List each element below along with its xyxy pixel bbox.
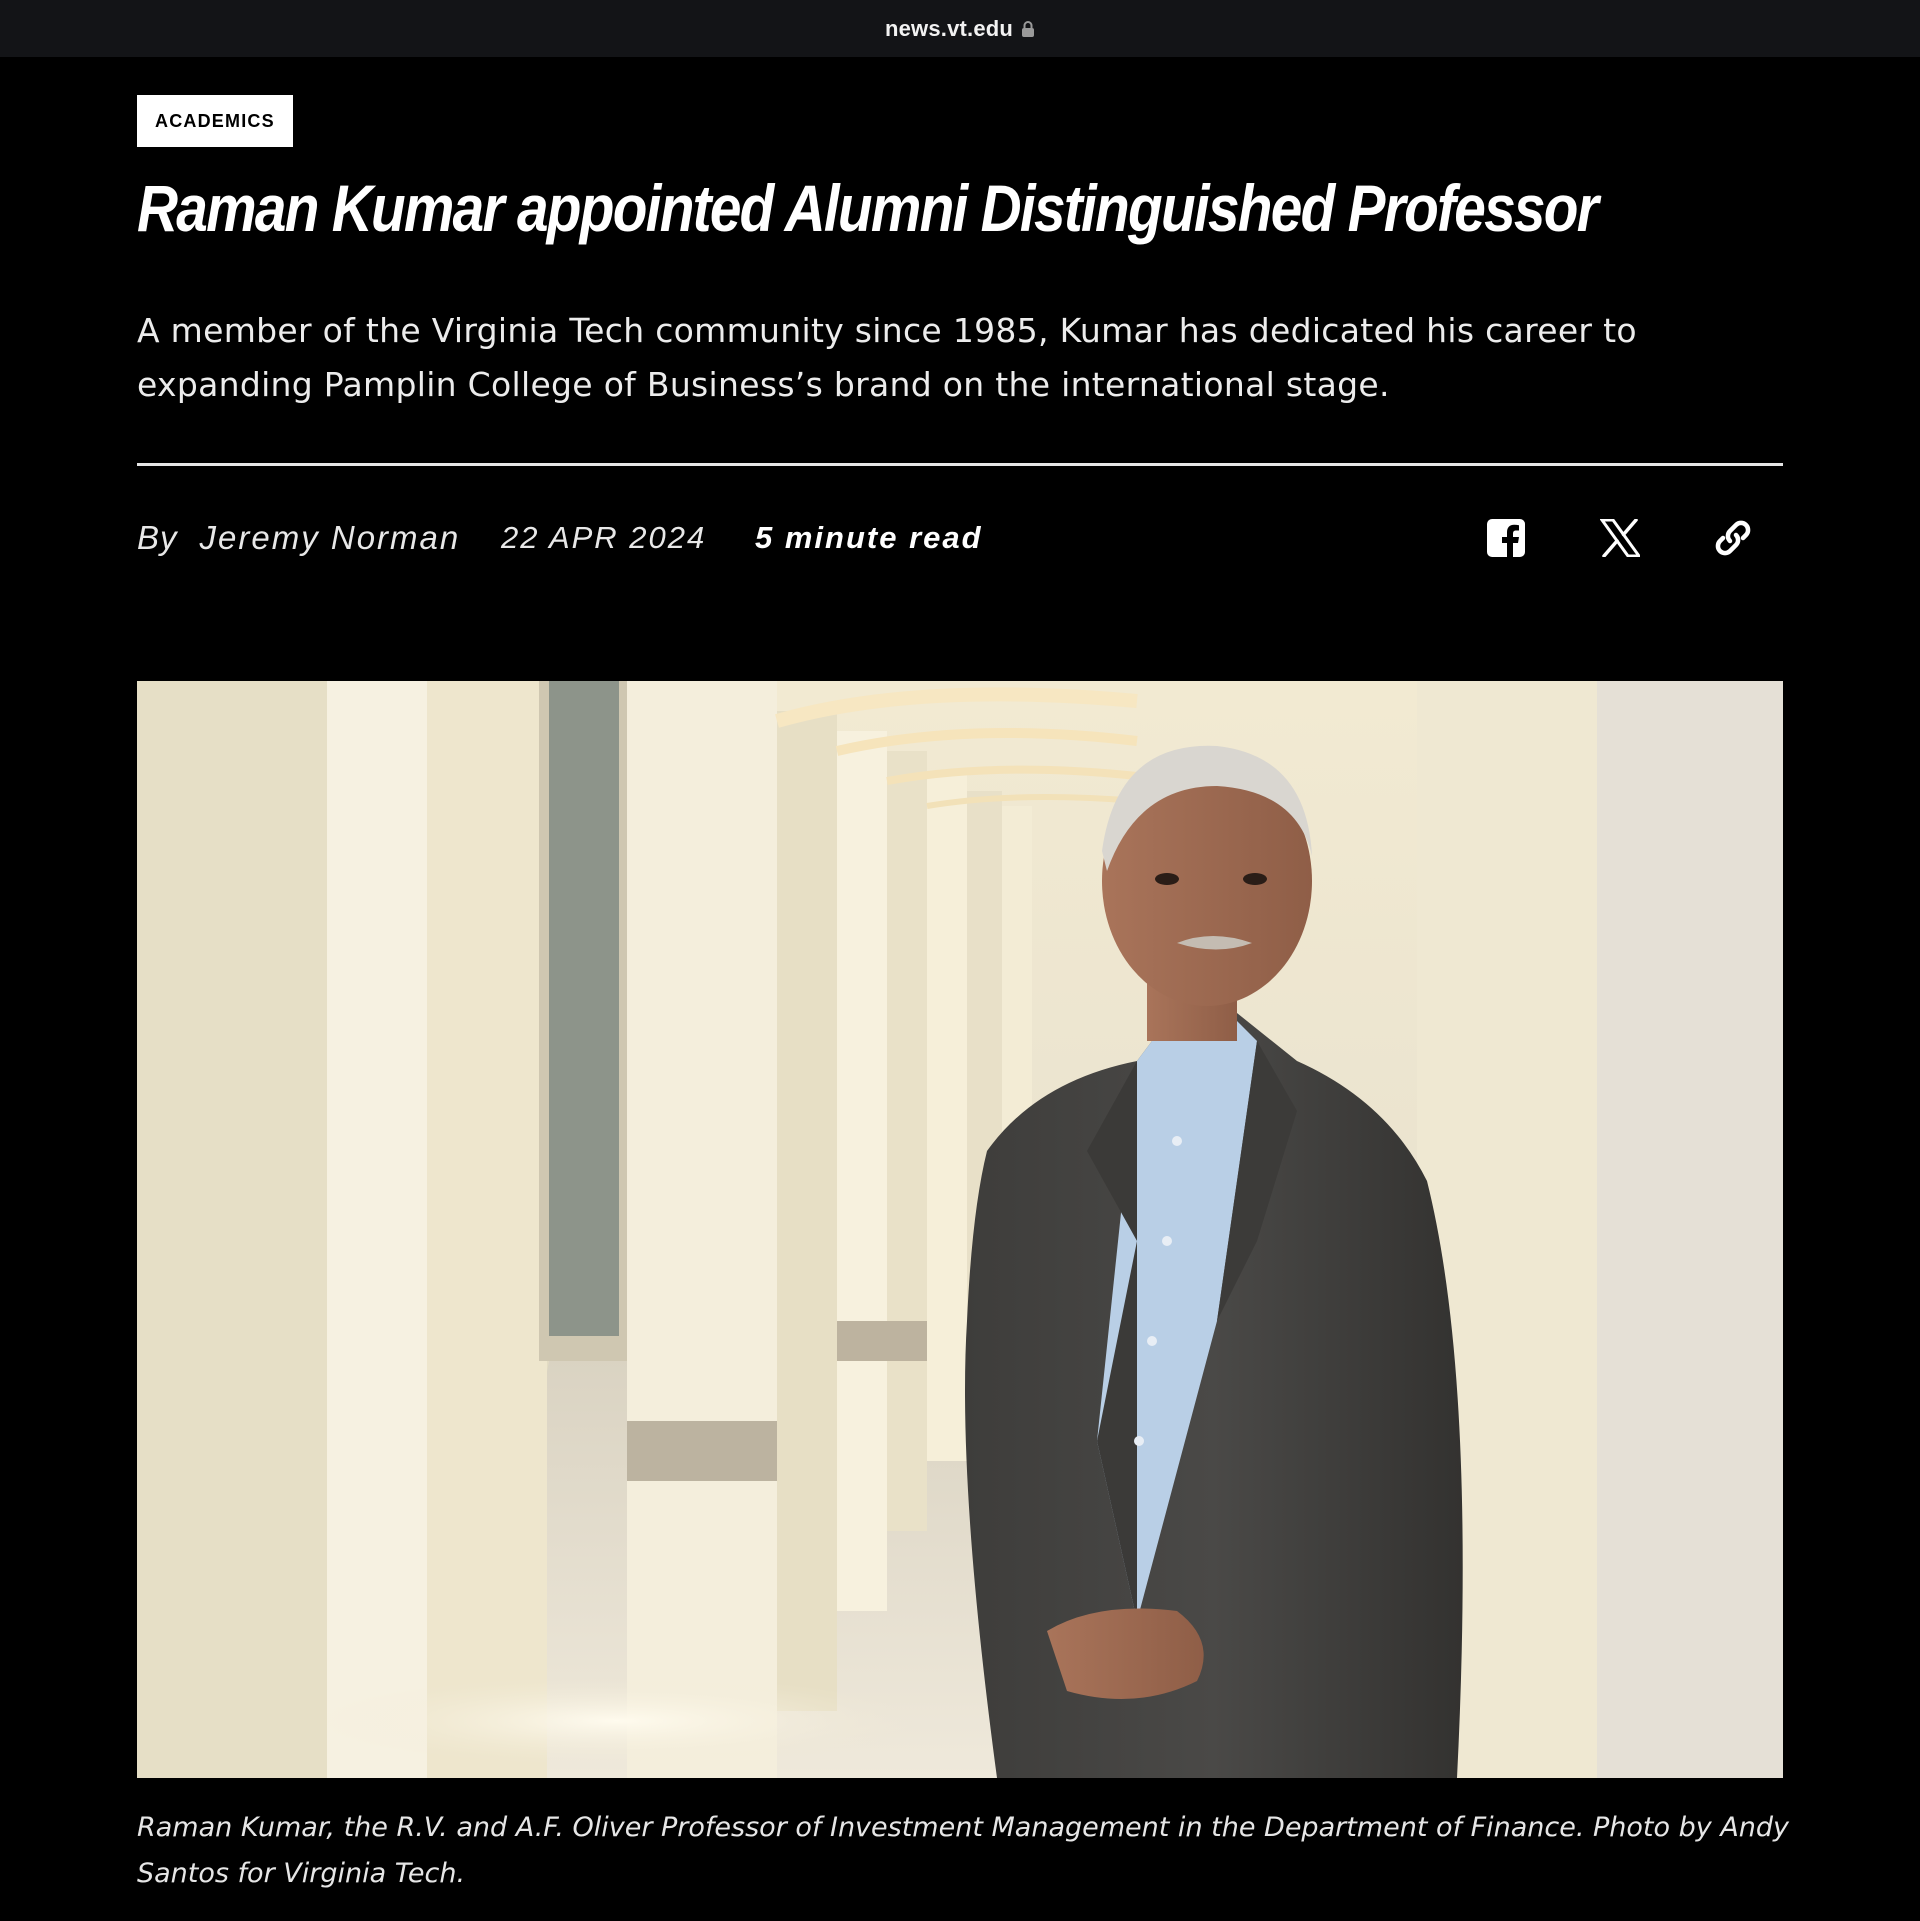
share-link-button[interactable] — [1708, 513, 1758, 563]
share-x-button[interactable] — [1595, 513, 1645, 563]
share-facebook-button[interactable] — [1481, 513, 1531, 563]
x-icon — [1600, 519, 1640, 557]
byline — [137, 510, 460, 566]
read-time: 5 minute read — [755, 520, 983, 555]
hero-photo — [137, 681, 1783, 1778]
link-icon — [1711, 516, 1755, 560]
publish-date: 22 APR 2024 — [501, 520, 707, 555]
by-label: By — [137, 519, 178, 556]
facebook-icon — [1486, 518, 1526, 558]
lock-icon — [1021, 20, 1035, 38]
author-link[interactable]: Jeremy Norman — [199, 519, 461, 556]
category-tag[interactable]: ACADEMICS — [137, 95, 293, 147]
url-text[interactable]: news.vt.edu — [884, 15, 1014, 41]
article-subtitle: A member of the Virginia Tech community since 1985, Kumar has dedicated his career to expanding Pamplin College of Business’s brand on the international stage. — [137, 311, 1637, 404]
divider — [137, 463, 1783, 466]
article-title: Raman Kumar appointed Alumni Distinguished Professor — [137, 171, 1598, 245]
browser-url-bar[interactable] — [0, 0, 1920, 57]
photo-caption: Raman Kumar, the R.V. and A.F. Oliver Professor of Investment Management in the Department of Finance. Photo by Andy Santos for Virginia Tech. — [137, 1812, 1790, 1889]
